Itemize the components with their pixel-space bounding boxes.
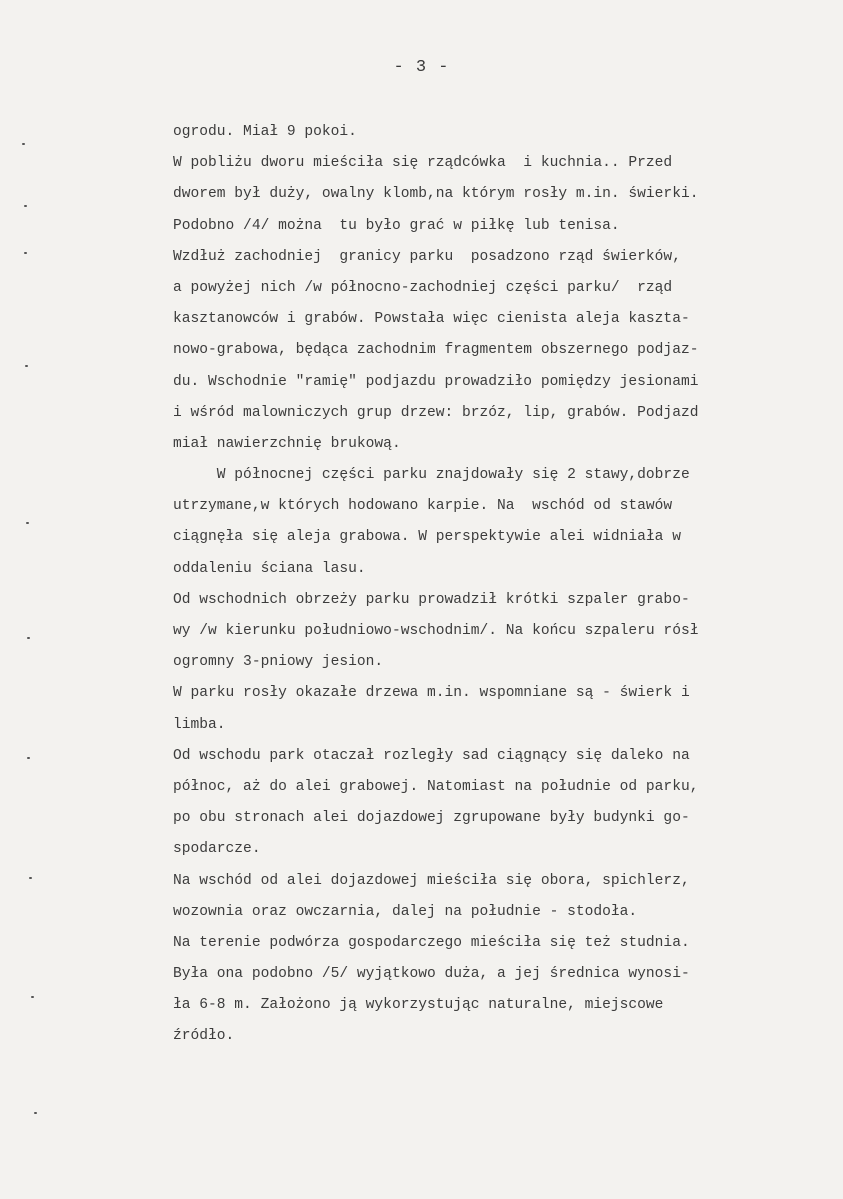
text-line: Na terenie podwórza gospodarczego mieściła się też studnia. bbox=[173, 934, 690, 951]
text-line: nowo-grabowa, będąca zachodnim fragmentem obszernego podjaz- bbox=[173, 342, 699, 359]
text-line: ogrodu. Miał 9 pokoi. bbox=[173, 124, 357, 140]
text-line: ciągnęła się aleja grabowa. W perspektywie alei widniała w bbox=[173, 529, 681, 546]
margin-mark bbox=[24, 252, 27, 254]
text-line: W północnej części parku znajdowały się 2 stawy,dobrze bbox=[173, 467, 690, 484]
text-line: Na wschód od alei dojazdowej mieściła się obora, spichlerz, bbox=[173, 872, 690, 889]
text-line: spodarcze. bbox=[173, 841, 261, 858]
text-line: miał nawierzchnię brukową. bbox=[173, 435, 401, 452]
text-line: po obu stronach alei dojazdowej zgrupowane były budynki go- bbox=[173, 810, 690, 827]
typewritten-body bbox=[173, 117, 813, 1053]
margin-mark bbox=[29, 877, 32, 879]
margin-mark bbox=[27, 757, 30, 759]
margin-mark bbox=[34, 1112, 37, 1114]
margin-mark bbox=[26, 522, 29, 524]
page-number: - 3 - bbox=[393, 58, 450, 77]
margin-mark bbox=[24, 205, 27, 207]
text-line: du. Wschodnie "ramię" podjazdu prowadziło pomiędzy jesionami bbox=[173, 373, 699, 390]
text-line: i wśród malowniczych grup drzew: brzóz, lip, grabów. Podjazd bbox=[173, 404, 699, 421]
text-line: W parku rosły okazałe drzewa m.in. wspomniane są - świerk i bbox=[173, 685, 690, 702]
text-line: Podobno /4/ można tu było grać w piłkę lub tenisa. bbox=[173, 217, 620, 234]
text-line: Wzdłuż zachodniej granicy parku posadzono rząd świerków, bbox=[173, 248, 681, 265]
margin-mark bbox=[25, 365, 28, 367]
margin-mark bbox=[31, 996, 34, 998]
text-line: oddaleniu ściana lasu. bbox=[173, 560, 366, 577]
text-line: Była ona podobno /5/ wyjątkowo duża, a jej średnica wynosi- bbox=[173, 966, 690, 983]
text-line: wy /w kierunku południowo-wschodnim/. Na końcu szpaleru rósł bbox=[173, 623, 699, 639]
margin-mark bbox=[27, 637, 30, 639]
text-line: wozownia oraz owczarnia, dalej na południe - stodoła. bbox=[173, 903, 638, 920]
text-line: W pobliżu dworu mieściła się rządcówka i kuchnia.. Przed bbox=[173, 155, 673, 172]
text-line: źródło. bbox=[173, 1028, 235, 1045]
text-line: utrzymane,w których hodowano karpie. Na wschód od stawów bbox=[173, 498, 673, 515]
text-line: ła 6-8 m. Założono ją wykorzystując naturalne, miejscowe bbox=[173, 997, 664, 1014]
margin-mark bbox=[22, 143, 25, 145]
text-line: kasztanowców i grabów. Powstała więc cienista aleja kaszta- bbox=[173, 311, 690, 328]
text-line: a powyżej nich /w północno-zachodniej części parku/ rząd bbox=[173, 279, 673, 296]
text-line: ogromny 3-pniowy jesion. bbox=[173, 654, 384, 671]
text-line: Od wschodnich obrzeży parku prowadził krótki szpaler grabo- bbox=[173, 591, 690, 608]
text-line: limba. bbox=[173, 716, 226, 733]
text-line: Od wschodu park otaczał rozległy sad ciągnący się daleko na bbox=[173, 747, 690, 764]
text-line: północ, aż do alei grabowej. Natomiast na południe od parku, bbox=[173, 778, 699, 795]
text-line: dworem był duży, owalny klomb,na którym rosły m.in. świerki. bbox=[173, 186, 699, 203]
